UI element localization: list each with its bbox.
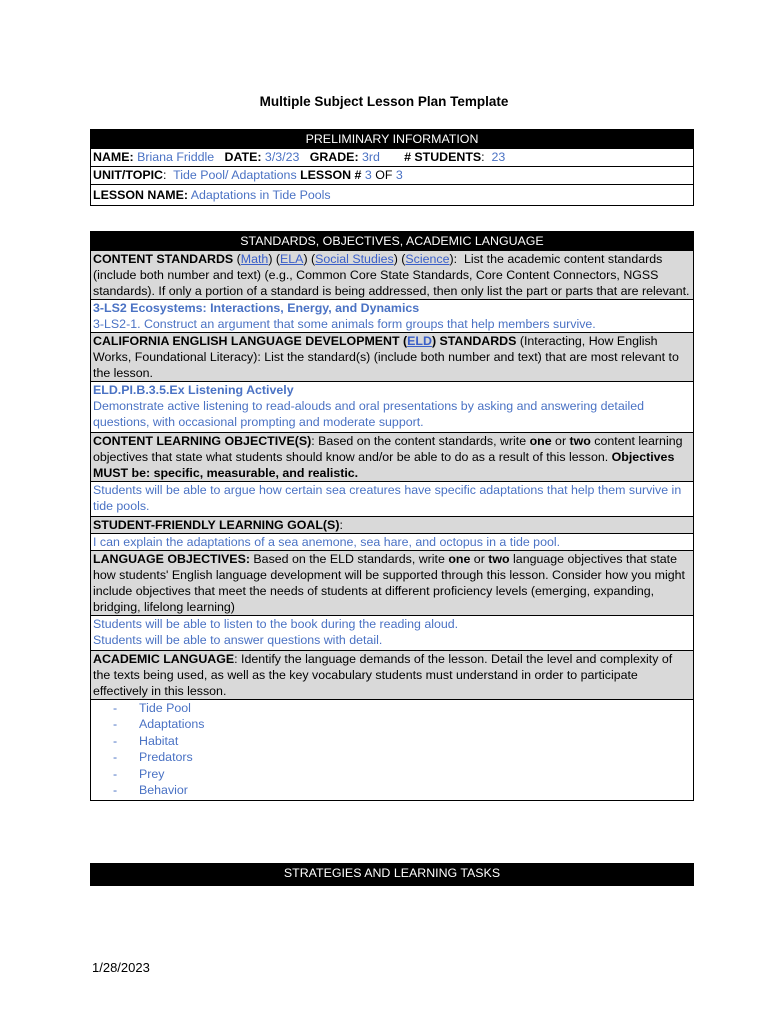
science-link[interactable]: Science bbox=[405, 252, 450, 266]
language-objectives-one: one bbox=[448, 552, 471, 566]
lesson-number-label: LESSON # bbox=[300, 168, 362, 182]
language-objectives-or: or bbox=[470, 552, 489, 566]
content-standards-text: List the academic content standards (include both number and text) (e.g., Common Core State Standards, Core Content Connectors, NGSS standards). If only a portion of a standard is being addressed, then only list the part or parts that are relevant. bbox=[93, 252, 690, 298]
eld-standard-title: ELD.PI.B.3.5.Ex Listening Actively bbox=[93, 383, 294, 397]
content-standard-entry bbox=[91, 300, 694, 333]
learning-goal-instructions bbox=[91, 517, 694, 534]
footer-date: 1/28/2023 bbox=[92, 960, 150, 975]
eld-standard-text: Demonstrate active listening to read-alouds and oral presentations by asking and answering detailed questions, with occasional prompting and moderate support. bbox=[93, 399, 645, 429]
content-objectives-label: CONTENT LEARNING OBJECTIVE(S) bbox=[93, 434, 312, 448]
academic-language-entry bbox=[91, 700, 694, 801]
preliminary-header: PRELIMINARY INFORMATION bbox=[91, 130, 694, 149]
strategies-header: STRATEGIES AND LEARNING TASKS bbox=[90, 863, 694, 886]
lesson-total-value: 3 bbox=[395, 168, 403, 182]
lesson-name-row bbox=[91, 185, 694, 206]
math-link[interactable]: Math bbox=[240, 252, 269, 266]
lesson-number-value: 3 bbox=[364, 168, 372, 182]
name-row: NAME: Briana Friddle DATE: 3/3/23 GRADE: 3rd # STUDENTS: 23 bbox=[91, 149, 694, 167]
grade-value: 3rd bbox=[362, 150, 380, 164]
preliminary-info-table bbox=[90, 129, 694, 206]
grade-label: GRADE: bbox=[309, 150, 359, 164]
vocab-item: - Adaptations bbox=[113, 716, 691, 732]
lesson-name-value: Adaptations in Tide Pools bbox=[190, 188, 331, 202]
vocab-item: - Behavior bbox=[113, 782, 691, 798]
vocab-item: - Habitat bbox=[113, 733, 691, 749]
unit-value: Tide Pool/ Adaptations bbox=[173, 168, 297, 182]
students-value: 23 bbox=[491, 150, 506, 164]
language-objective-1: Students will be able to listen to the book during the reading aloud. bbox=[93, 617, 459, 631]
language-objectives-instructions bbox=[91, 551, 694, 616]
content-objectives-text-b: content learning objectives that state what students should know and/or be able to do as a result of this lesson. bbox=[93, 434, 683, 464]
vocab-item: - Predators bbox=[113, 749, 691, 765]
students-label: # STUDENTS bbox=[404, 150, 482, 164]
content-objectives-value: Students will be able to argue how certain sea creatures have specific adaptations that help them survive in tide pools. bbox=[93, 483, 682, 513]
language-objectives-text-a: Based on the ELD standards, write bbox=[249, 552, 449, 566]
vocab-item: - Tide Pool bbox=[113, 700, 691, 716]
date-label: DATE: bbox=[224, 150, 262, 164]
content-objectives-text-a: : Based on the content standards, write bbox=[311, 434, 530, 448]
learning-goal-value: I can explain the adaptations of a sea anemone, sea hare, and octopus in a tide pool. bbox=[93, 535, 561, 549]
learning-goal-label: STUDENT-FRIENDLY LEARNING GOAL(S) bbox=[93, 518, 340, 532]
academic-language-label: ACADEMIC LANGUAGE bbox=[93, 652, 235, 666]
content-standards-label: CONTENT STANDARDS bbox=[93, 252, 234, 266]
name-label: NAME: bbox=[93, 150, 134, 164]
content-objectives-one: one bbox=[529, 434, 552, 448]
of-label: OF bbox=[375, 168, 393, 182]
content-objectives-two: two bbox=[569, 434, 591, 448]
vocab-item: - Prey bbox=[113, 766, 691, 782]
language-objectives-entry bbox=[91, 616, 694, 651]
social-studies-link[interactable]: Social Studies bbox=[315, 252, 394, 266]
content-objectives-instructions bbox=[91, 433, 694, 482]
vocabulary-list bbox=[93, 700, 691, 798]
language-objective-2: Students will be able to answer questions with detail. bbox=[93, 633, 383, 647]
eld-link[interactable]: ELD bbox=[407, 334, 432, 348]
content-standard-title: 3-LS2 Ecosystems: Interactions, Energy, and Dynamics bbox=[93, 301, 420, 315]
content-standard-text: 3-LS2-1. Construct an argument that some animals form groups that help members survive. bbox=[93, 317, 596, 331]
language-objectives-two: two bbox=[488, 552, 510, 566]
academic-language-text: : Identify the language demands of the lesson. Detail the level and complexity of the texts being used, as well as the key vocabulary students must understand in order to participate effectively in this lesson. bbox=[93, 652, 673, 698]
eld-standards-instructions bbox=[91, 333, 694, 382]
language-objectives-text-b: language objectives that state how students' English language development will be supported through this lesson. Consider how you might include objectives that meet the needs of students at different proficiency levels (emerging, expanding, bridging, lifelong learning) bbox=[93, 552, 685, 614]
content-objectives-entry bbox=[91, 482, 694, 517]
learning-goal-colon: : bbox=[339, 518, 343, 532]
academic-language-instructions bbox=[91, 651, 694, 700]
unit-row: UNIT/TOPIC: Tide Pool/ Adaptations LESSON # 3 OF 3 bbox=[91, 167, 694, 185]
content-objectives-must: Objectives MUST be: specific, measurable, and realistic. bbox=[93, 450, 675, 480]
unit-label: UNIT/TOPIC bbox=[93, 168, 163, 182]
eld-label-end: ) STANDARDS bbox=[431, 334, 517, 348]
standards-header: STANDARDS, OBJECTIVES, ACADEMIC LANGUAGE bbox=[91, 232, 694, 251]
eld-standard-entry bbox=[91, 382, 694, 433]
date-value: 3/3/23 bbox=[264, 150, 300, 164]
ela-link[interactable]: ELA bbox=[280, 252, 304, 266]
eld-label: CALIFORNIA ENGLISH LANGUAGE DEVELOPMENT ( bbox=[93, 334, 408, 348]
eld-instructions-text: (Interacting, How English Works, Foundational Literacy): List the standard(s) (include both number and text) that are most relevant to the lesson. bbox=[93, 334, 679, 380]
document-title: Multiple Subject Lesson Plan Template bbox=[259, 94, 509, 109]
learning-goal-entry bbox=[91, 534, 694, 551]
standards-table bbox=[90, 231, 694, 801]
content-standards-instructions: CONTENT STANDARDS (Math) (ELA) (Social Studies) (Science): List the academic content standards (include both number and text) (e.g., Common Core State Standards, Core Content Connectors, NGSS standards). If only a portion of a standard is being addressed, then only list the part or parts that are relevant. bbox=[91, 251, 694, 300]
lesson-name-label: LESSON NAME: bbox=[93, 188, 188, 202]
language-objectives-label: LANGUAGE OBJECTIVES: bbox=[93, 552, 250, 566]
content-objectives-or: or bbox=[551, 434, 570, 448]
name-value: Briana Friddle bbox=[137, 150, 215, 164]
